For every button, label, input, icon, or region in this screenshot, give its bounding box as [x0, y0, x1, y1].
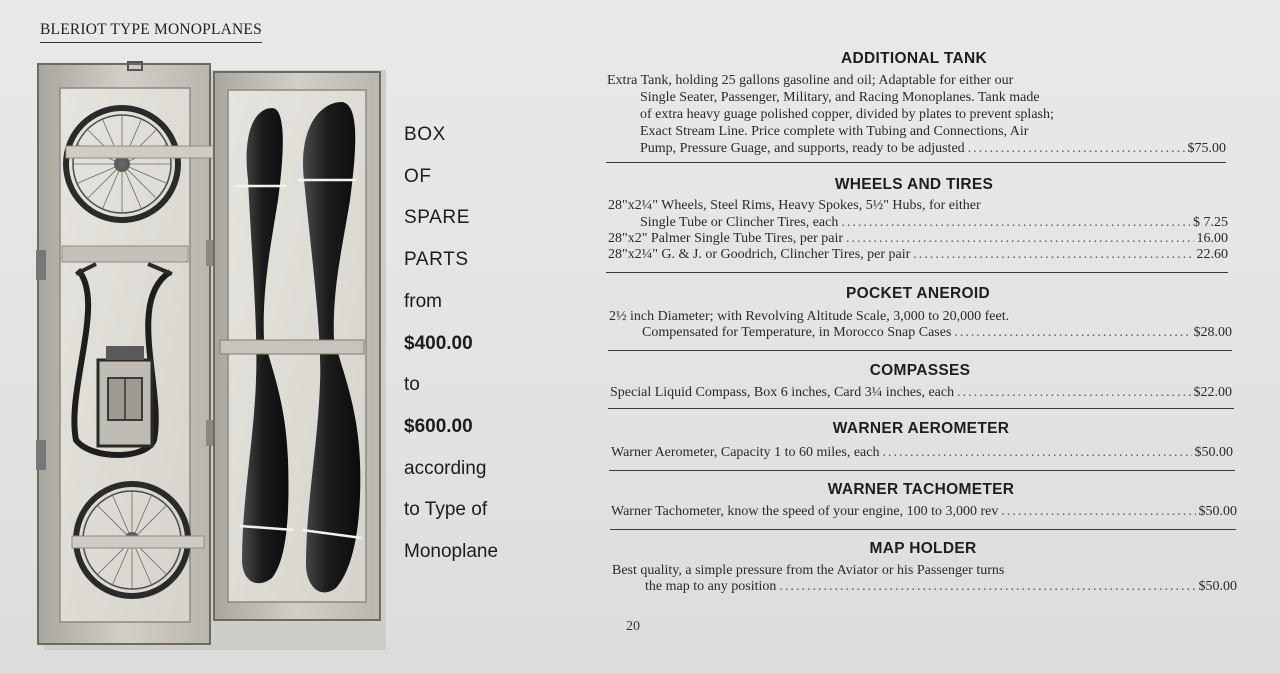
item-price: 16.00 — [1196, 231, 1228, 246]
additional-tank-line: of extra heavy guage polished copper, divided by plates to prevent splash; — [640, 107, 1054, 122]
item-price: $75.00 — [1187, 141, 1226, 156]
caption-line: to Type of — [404, 499, 488, 521]
item-description: Special Liquid Compass, Box 6 inches, Card 3¼ inches, each — [610, 385, 955, 400]
item-price: $50.00 — [1198, 504, 1237, 519]
tires-price-line — [608, 230, 1228, 247]
caption-line: OF — [404, 165, 432, 187]
caption-line: from — [404, 290, 442, 312]
dot-leader — [883, 444, 1192, 461]
item-price: $50.00 — [1194, 445, 1233, 460]
section-title-additional-tank: ADDITIONAL TANK — [841, 50, 987, 67]
section-title-map-holder: MAP HOLDER — [869, 540, 977, 557]
section-divider — [606, 272, 1228, 273]
section-title-compasses: COMPASSES — [869, 362, 971, 379]
spare-parts-box-illustration — [36, 60, 386, 650]
item-price: $22.00 — [1193, 385, 1232, 400]
section-title-warner-tachometer: WARNER TACHOMETER — [827, 481, 1015, 498]
caption-line: Monoplane — [404, 541, 499, 563]
spare-parts-box-photo — [36, 60, 386, 650]
section-divider — [608, 350, 1232, 351]
map-holder-price-line — [645, 578, 1237, 595]
dot-leader — [846, 230, 1193, 247]
section-title-wheels-and-tires: WHEELS AND TIRES — [834, 176, 994, 193]
additional-tank-line: Exact Stream Line. Price complete with Tubing and Connections, Air — [640, 124, 1029, 139]
caption-line: according — [404, 457, 487, 479]
dot-leader — [957, 384, 1190, 401]
dot-leader — [954, 324, 1190, 341]
dot-leader — [779, 578, 1195, 595]
caption-line: PARTS — [404, 249, 469, 271]
section-divider — [610, 529, 1236, 530]
caption-line: SPARE — [404, 207, 471, 229]
spare-parts-caption — [404, 114, 574, 573]
map-holder-line: Best quality, a simple pressure from the Aviator or his Passenger turns — [612, 563, 1005, 578]
dot-leader — [841, 214, 1190, 231]
item-description: 28"x2" Palmer Single Tube Tires, per pair — [608, 231, 844, 246]
dot-leader — [1001, 503, 1195, 520]
item-description: Warner Aerometer, Capacity 1 to 60 miles, each — [611, 445, 880, 460]
section-title-warner-aerometer: WARNER AEROMETER — [832, 420, 1010, 437]
pocket-aneroid-line: 2½ inch Diameter; with Revolving Altitude Scale, 3,000 to 20,000 feet. — [609, 309, 1010, 324]
item-price: 22.60 — [1196, 247, 1228, 262]
item-description: 28"x2¼" G. & J. or Goodrich, Clincher Tires, per pair — [608, 247, 911, 262]
section-divider — [606, 162, 1226, 163]
caption-line: to — [404, 374, 420, 396]
section-divider — [608, 408, 1234, 409]
wheels-price-line — [640, 214, 1228, 231]
additional-tank-price-line — [640, 140, 1226, 157]
page-number: 20 — [626, 619, 640, 634]
dot-leader — [913, 246, 1193, 263]
dot-leader — [968, 140, 1185, 157]
pocket-aneroid-price-line — [642, 324, 1232, 341]
item-description: the map to any position — [645, 579, 777, 594]
caption-price-to: $600.00 — [404, 415, 473, 437]
item-price: $50.00 — [1198, 579, 1237, 594]
item-description: Pump, Pressure Guage, and supports, ready to be adjusted — [640, 141, 965, 156]
tachometer-price-line — [611, 503, 1237, 520]
caption-line: BOX — [404, 124, 446, 145]
section-divider — [609, 470, 1235, 471]
compasses-price-line — [610, 384, 1232, 401]
wheels-line: 28"x2¼" Wheels, Steel Rims, Heavy Spokes, 5½" Hubs, for either — [608, 198, 981, 213]
aerometer-price-line — [611, 444, 1233, 461]
item-price: $ 7.25 — [1193, 215, 1228, 230]
caption-price-from: $400.00 — [404, 332, 473, 354]
running-head: BLERIOT TYPE MONOPLANES — [40, 21, 262, 43]
section-title-pocket-aneroid: POCKET ANEROID — [846, 285, 990, 302]
additional-tank-line: Single Seater, Passenger, Military, and Racing Monoplanes. Tank made — [640, 90, 1040, 105]
additional-tank-line: Extra Tank, holding 25 gallons gasoline and oil; Adaptable for either our — [607, 73, 1014, 88]
item-price: $28.00 — [1193, 325, 1232, 340]
item-description: Warner Tachometer, know the speed of your engine, 100 to 3,000 rev — [611, 504, 999, 519]
item-description: Compensated for Temperature, in Morocco Snap Cases — [642, 325, 952, 340]
item-description: Single Tube or Clincher Tires, each — [640, 215, 839, 230]
tires-price-line — [608, 246, 1228, 263]
